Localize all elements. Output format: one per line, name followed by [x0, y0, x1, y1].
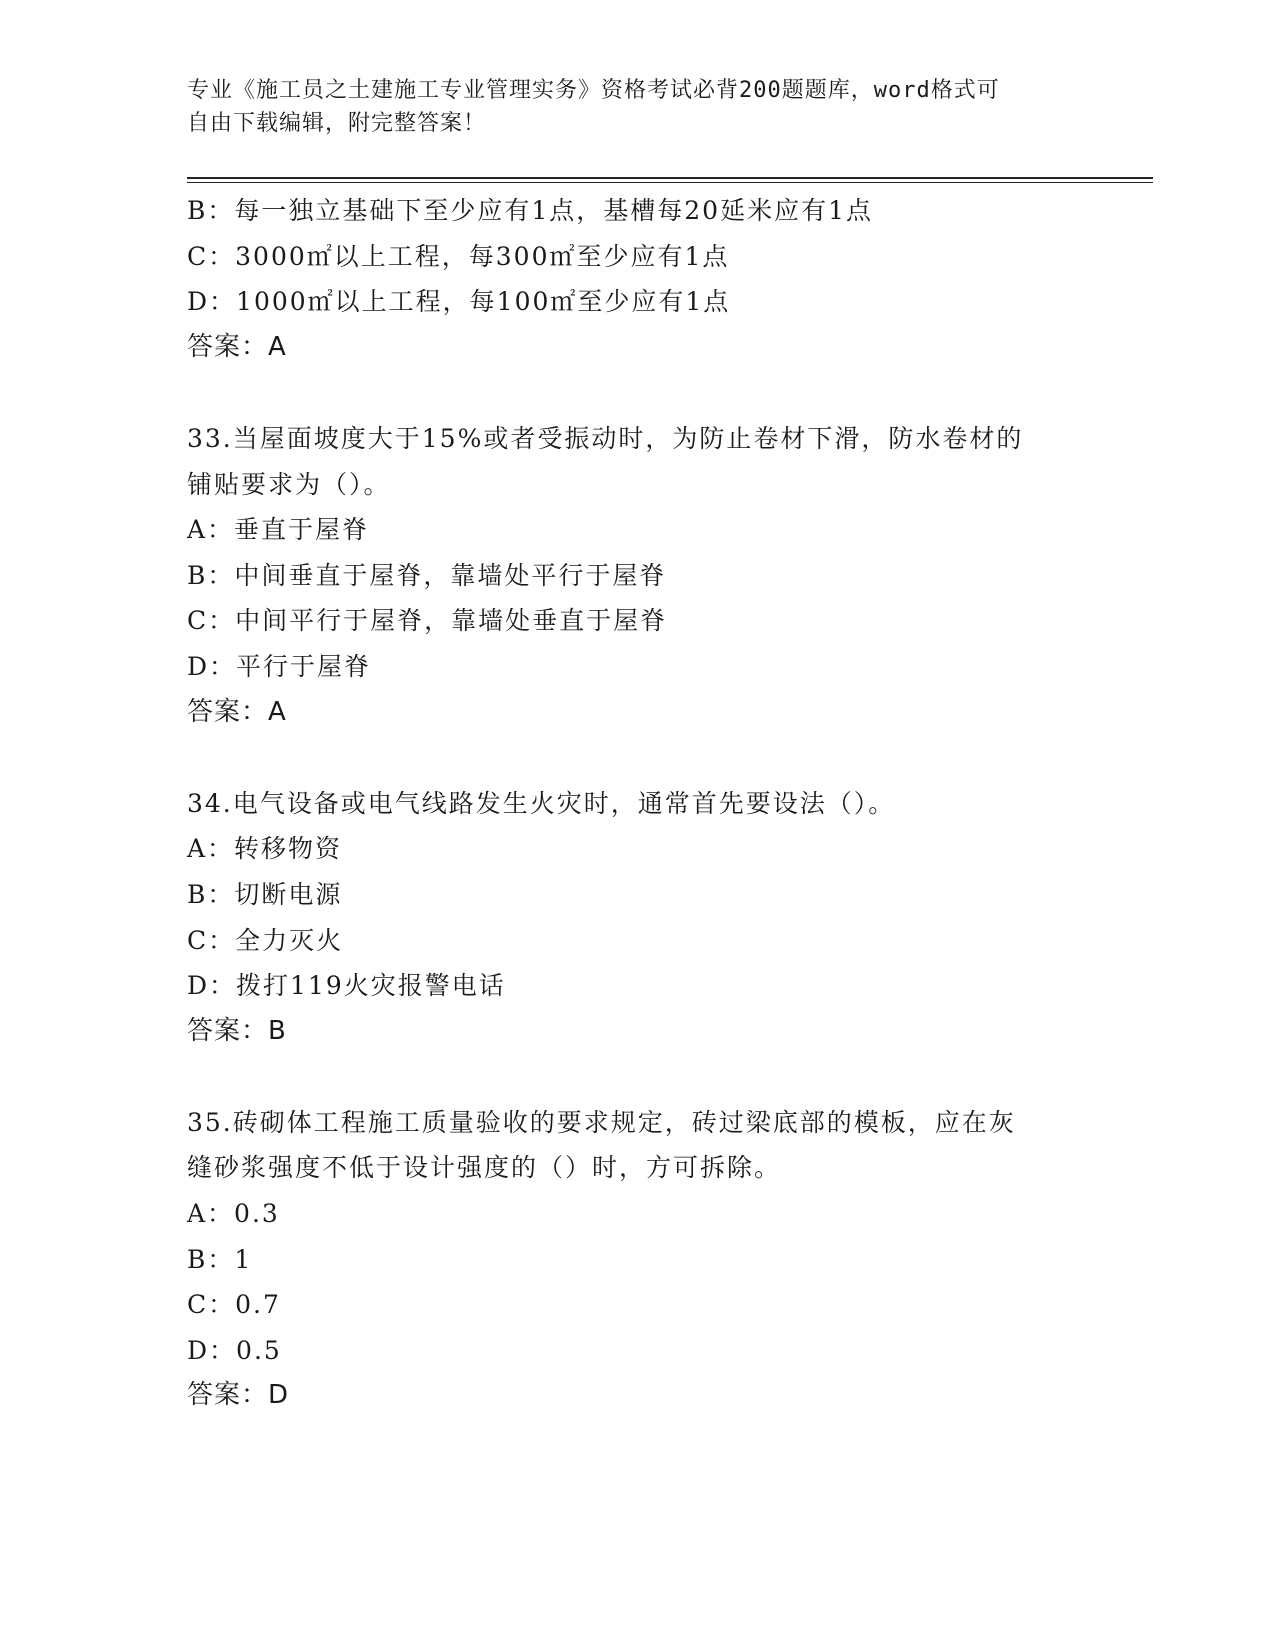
- header-rule-thin: [187, 182, 1153, 183]
- spacer: [187, 735, 1087, 781]
- question-stem: 缝砂浆强度不低于设计强度的（）时，方可拆除。: [187, 1153, 782, 1183]
- option-b: B：切断电源: [187, 879, 343, 909]
- question-33: [187, 416, 1087, 735]
- question-list: [187, 188, 1087, 1419]
- option-d: D：0.5: [187, 1335, 282, 1365]
- option-b: B：每一独立基础下至少应有1点，基槽每20延米应有1点: [187, 196, 873, 225]
- answer-line: 答案：A: [187, 696, 287, 727]
- question-32-continued: [187, 188, 1087, 370]
- option-a: A：转移物资: [187, 834, 343, 864]
- answer-line: 答案：D: [187, 1380, 290, 1411]
- option-c: C：3000㎡以上工程，每300㎡至少应有1点: [187, 241, 730, 271]
- option-a: A：0.3: [187, 1199, 280, 1229]
- answer-line: 答案：B: [187, 1015, 287, 1046]
- option-c: C：0.7: [187, 1290, 281, 1320]
- option-b: B：中间垂直于屋脊，靠墙处平行于屋脊: [187, 560, 667, 590]
- document-header: [187, 74, 1067, 140]
- question-stem: 34.电气设备或电气线路发生火灾时，通常首先要设法（）。: [187, 788, 896, 818]
- answer-line: 答案：A: [187, 331, 287, 362]
- question-stem: 铺贴要求为（）。: [187, 469, 391, 499]
- header-line-1: 专业《施工员之土建施工专业管理实务》资格考试必背200题题库，word格式可: [187, 78, 1000, 103]
- question-34: [187, 781, 1087, 1055]
- option-a: A：垂直于屋脊: [187, 515, 370, 545]
- option-d: D：拨打119火灾报警电话: [187, 971, 506, 1001]
- option-d: D：平行于屋脊: [187, 651, 372, 681]
- header-rule-thick: [187, 177, 1153, 179]
- option-b: B：1: [187, 1244, 253, 1274]
- spacer: [187, 1054, 1087, 1100]
- question-35: [187, 1100, 1087, 1419]
- question-stem: 33.当屋面坡度大于15%或者受振动时，为防止卷材下滑，防水卷材的: [187, 423, 1024, 453]
- question-stem: 35.砖砌体工程施工质量验收的要求规定，砖过梁底部的模板，应在灰: [187, 1107, 1016, 1137]
- option-d: D：1000㎡以上工程，每100㎡至少应有1点: [187, 287, 731, 317]
- header-line-2: 自由下载编辑，附完整答案！: [187, 111, 487, 136]
- spacer: [187, 370, 1087, 416]
- option-c: C：全力灭火: [187, 925, 344, 955]
- option-c: C：中间平行于屋脊，靠墙处垂直于屋脊: [187, 606, 668, 636]
